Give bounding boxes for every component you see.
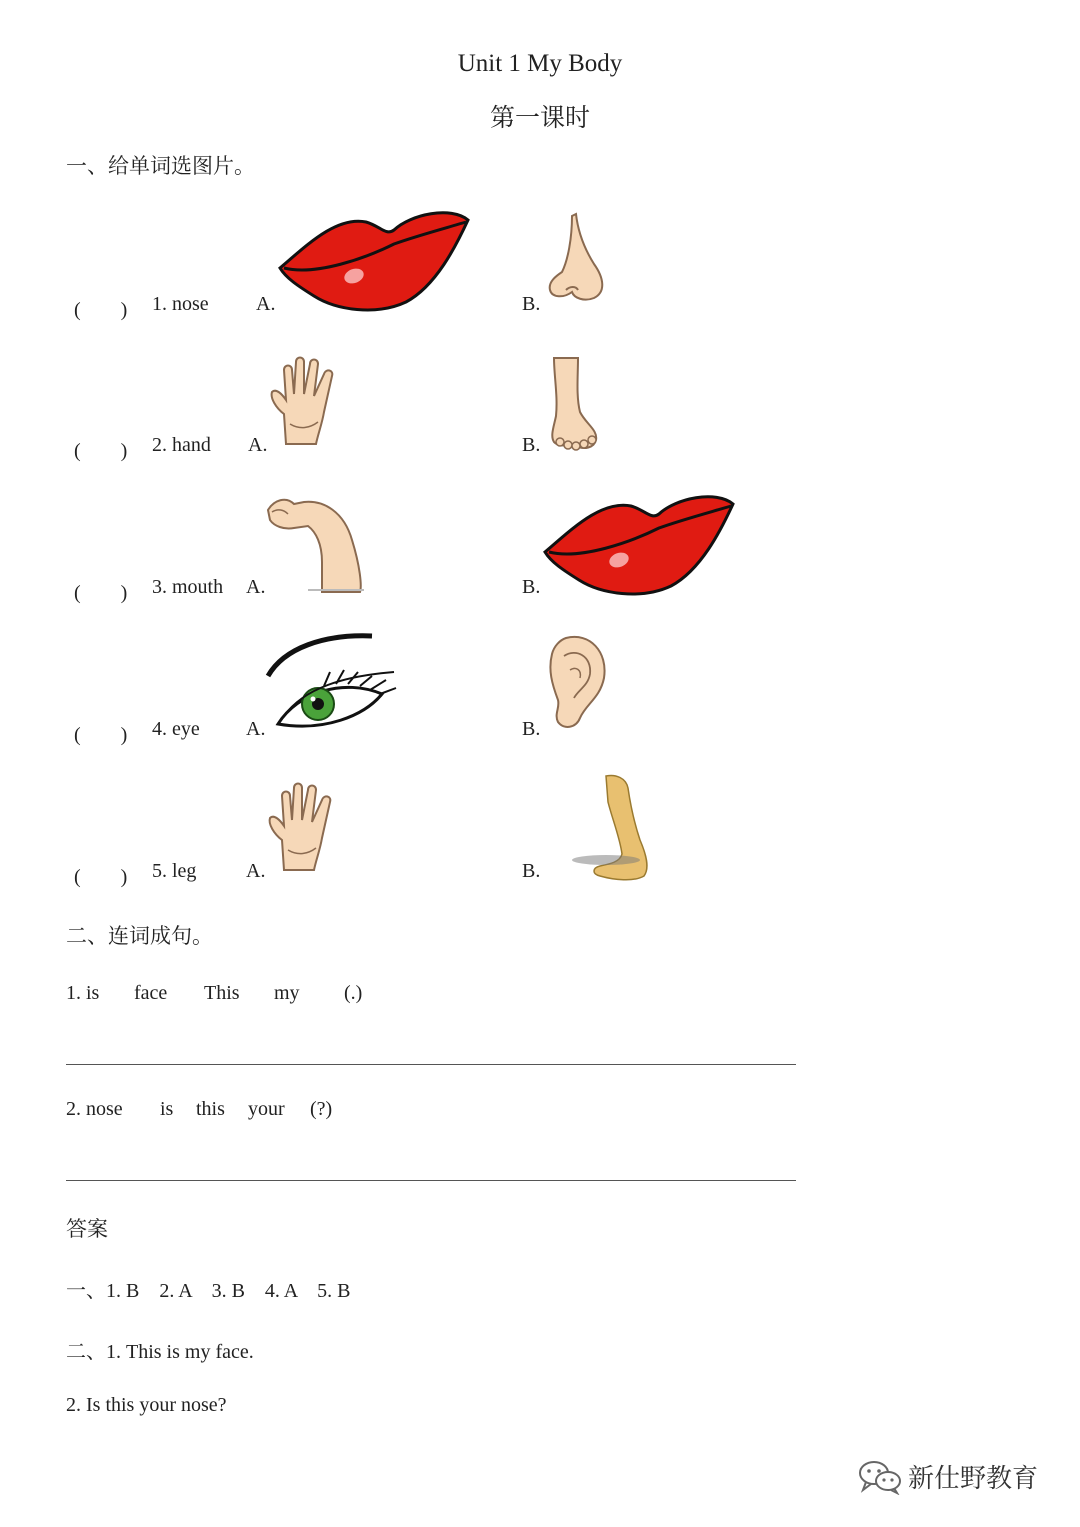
watermark-text: 新仕野教育 — [908, 1464, 1039, 1494]
option-a-label: A. — [246, 718, 266, 740]
word-token: this — [196, 1098, 225, 1120]
option-a-label: A. — [248, 434, 268, 456]
answer-paren[interactable]: ( ) — [74, 866, 128, 888]
option-b-label: B. — [522, 293, 541, 315]
hand-icon — [268, 354, 344, 446]
word-token: your — [248, 1098, 285, 1120]
option-a-label: A. — [246, 860, 266, 882]
lips-icon — [541, 490, 737, 598]
word-token: 1. is — [66, 982, 100, 1004]
arm-icon — [264, 490, 364, 596]
question-word: 4. eye — [152, 718, 200, 740]
watermark — [858, 1458, 1038, 1495]
answer-paren[interactable]: ( ) — [74, 440, 128, 462]
option-a-label: A. — [246, 576, 266, 598]
wechat-icon — [858, 1459, 902, 1495]
answer-paren[interactable]: ( ) — [74, 299, 128, 321]
ear-icon — [546, 634, 608, 732]
question-word: 5. leg — [152, 860, 197, 882]
answer-line-2[interactable] — [66, 1180, 796, 1181]
word-token: This — [204, 982, 240, 1004]
punctuation-hint: (.) — [344, 982, 363, 1004]
lips-icon — [276, 206, 472, 314]
section1-heading: 一、给单词选图片。 — [66, 154, 255, 178]
word-token: face — [134, 982, 168, 1004]
page-title: Unit 1 My Body — [457, 50, 623, 77]
answers-heading: 答案 — [66, 1217, 108, 1241]
answer-line-1[interactable] — [66, 1064, 796, 1065]
option-b-label: B. — [522, 860, 541, 882]
page-subtitle: 第一课时 — [489, 105, 590, 132]
eye-icon — [264, 632, 400, 738]
punctuation-hint: (?) — [310, 1098, 333, 1120]
hand-icon — [266, 780, 342, 872]
option-b-label: B. — [522, 576, 541, 598]
option-b-label: B. — [522, 434, 541, 456]
question-word: 2. hand — [152, 434, 211, 456]
option-a-label: A. — [256, 293, 276, 315]
word-token: my — [274, 982, 300, 1004]
nose-icon — [544, 212, 608, 306]
foot-icon — [546, 356, 600, 452]
answers-line-3: 2. Is this your nose? — [66, 1394, 227, 1416]
section2-heading: 二、连词成句。 — [66, 924, 213, 948]
question-word: 3. mouth — [152, 576, 224, 598]
answers-line-2: 二、1. This is my face. — [66, 1341, 254, 1363]
question-word: 1. nose — [152, 293, 209, 315]
word-token: is — [160, 1098, 174, 1120]
answer-paren[interactable]: ( ) — [74, 582, 128, 604]
option-b-label: B. — [522, 718, 541, 740]
word-token: 2. nose — [66, 1098, 123, 1120]
answers-line-1: 一、1. B 2. A 3. B 4. A 5. B — [66, 1280, 351, 1302]
answer-paren[interactable]: ( ) — [74, 724, 128, 746]
leg-icon — [570, 772, 654, 884]
